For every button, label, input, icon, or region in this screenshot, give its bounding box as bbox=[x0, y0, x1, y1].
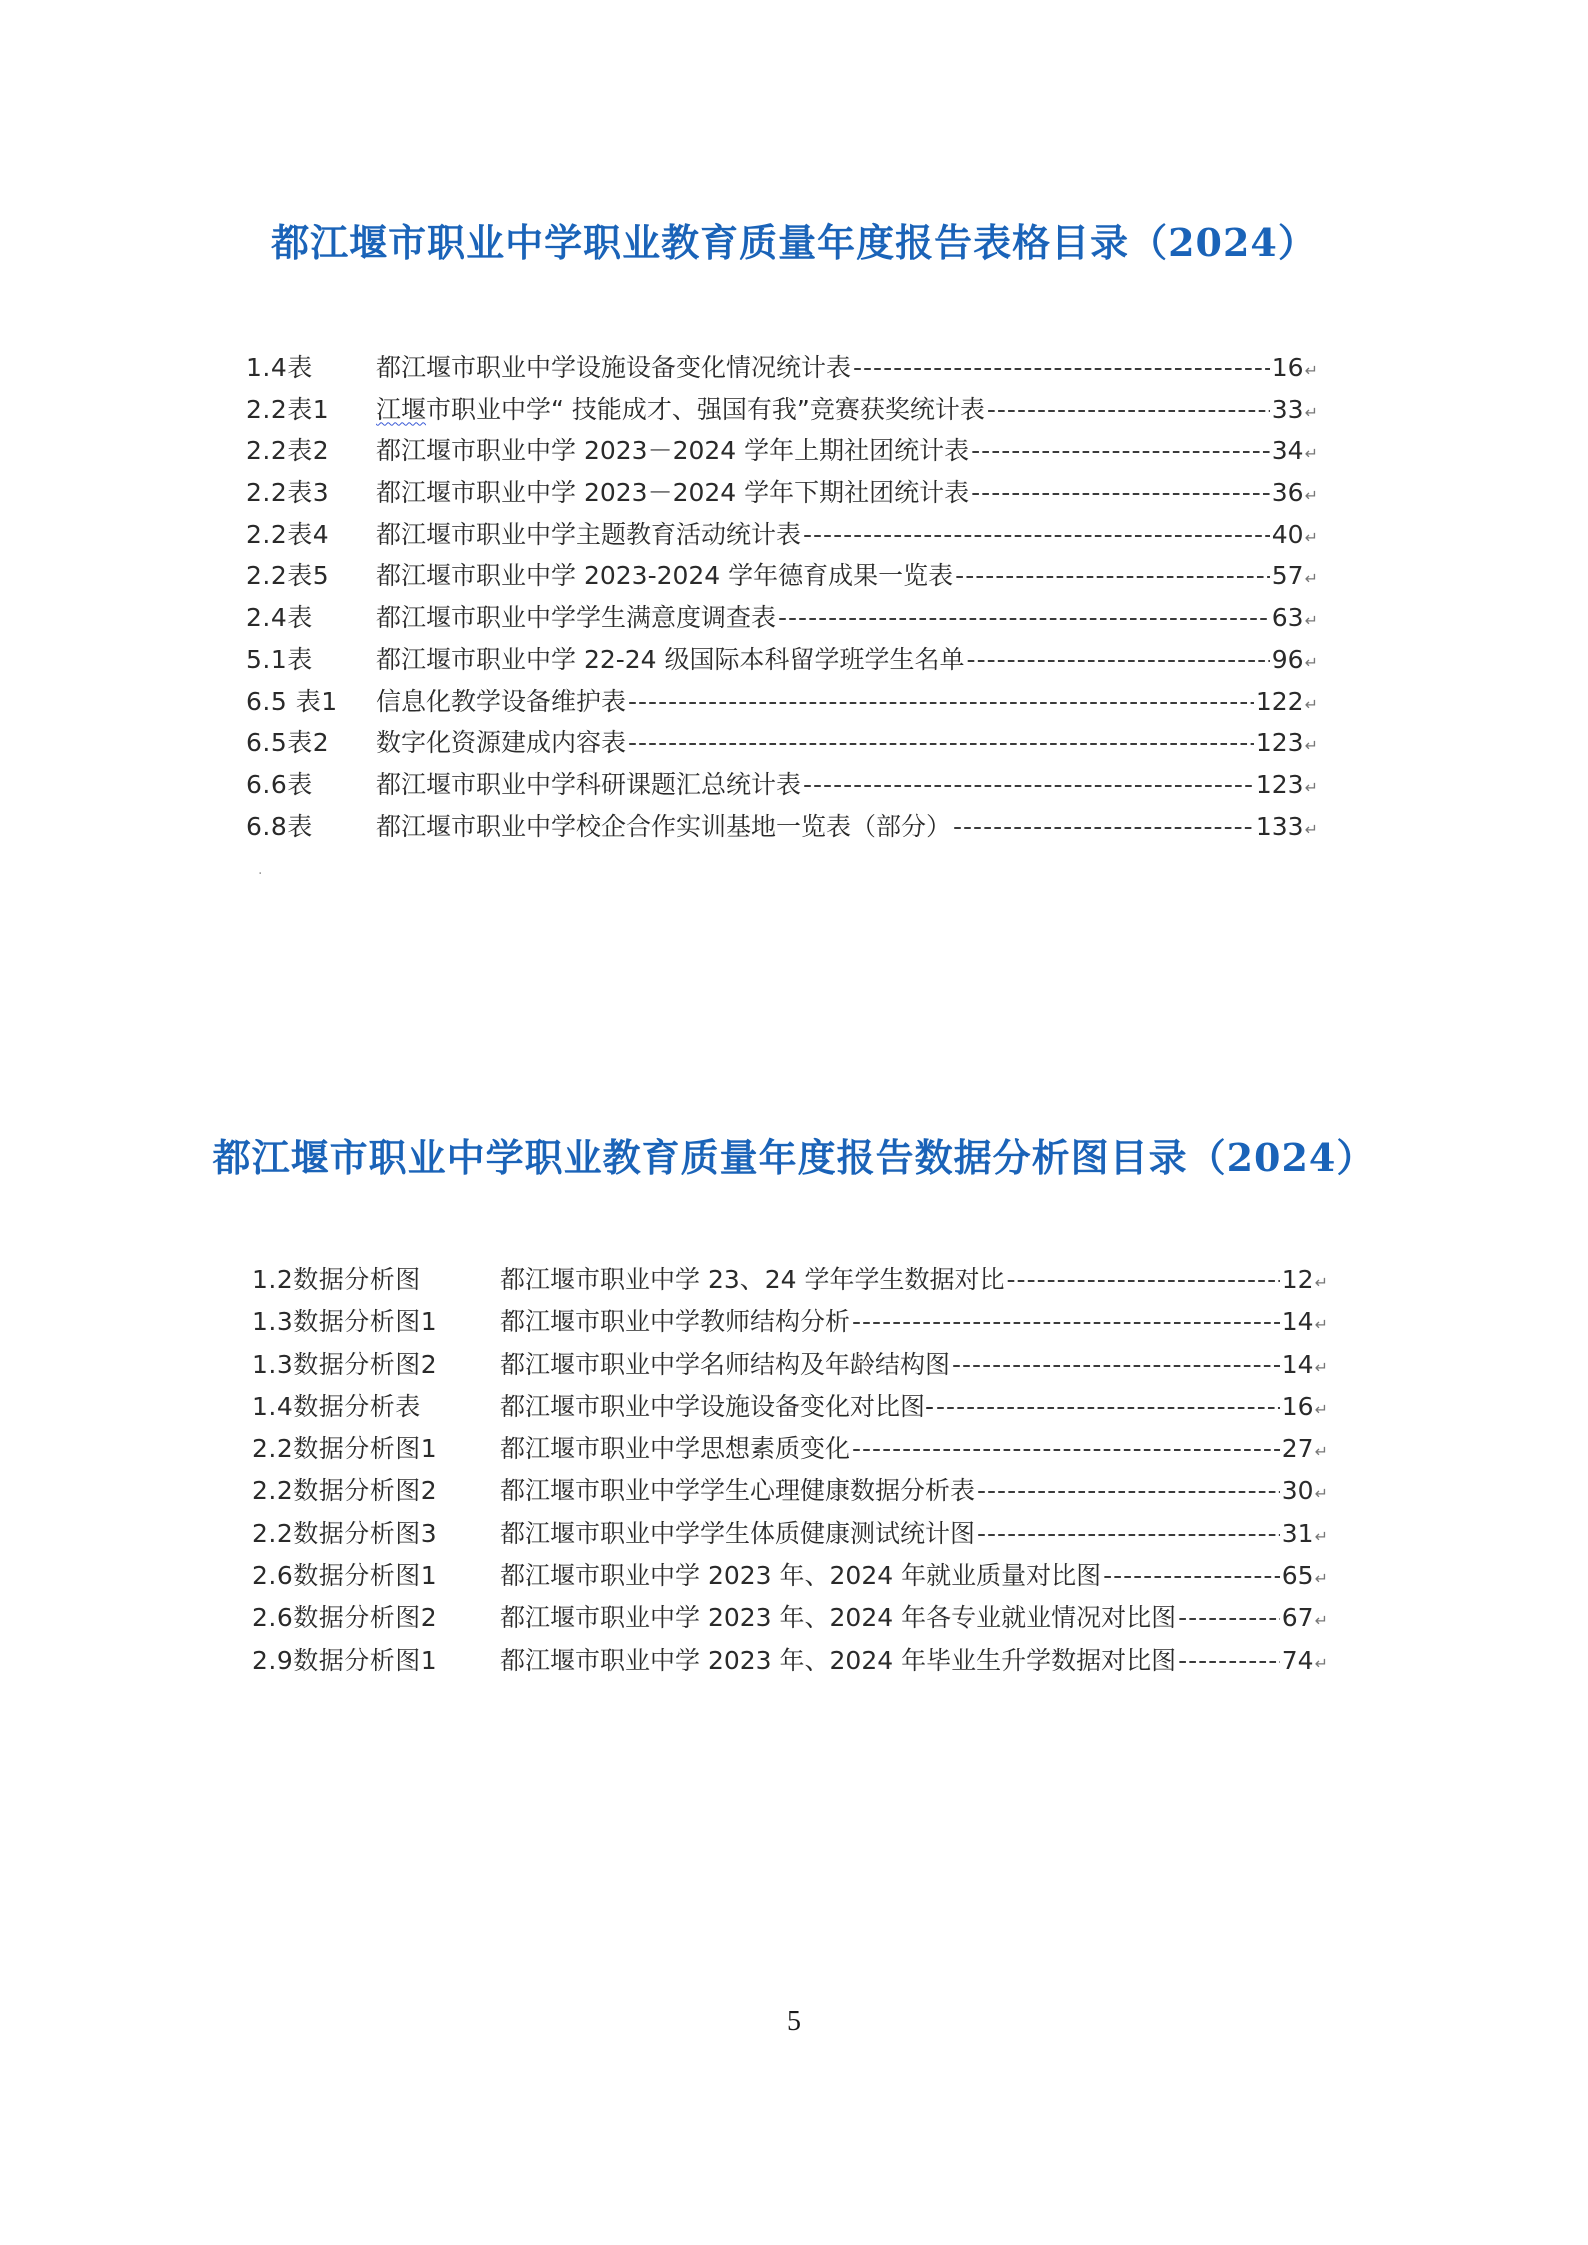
toc-entry-label: 2.2表1 bbox=[246, 394, 330, 424]
toc-entry-title: 都江堰市职业中学科研课题汇总统计表 bbox=[376, 769, 802, 799]
toc-entry[interactable] bbox=[252, 1556, 1328, 1598]
toc-entry-page: 122 bbox=[1255, 686, 1304, 716]
toc-dot-leader bbox=[977, 1476, 1280, 1505]
toc-entry-page: 14 bbox=[1281, 1349, 1314, 1379]
toc-entry-title: 都江堰市职业中学学生满意度调查表 bbox=[376, 603, 777, 633]
toc-entry-title: 都江堰市职业中学设施设备变化情况统计表 bbox=[376, 353, 852, 382]
paragraph-mark-icon: ↵ bbox=[1314, 1526, 1328, 1546]
toc-entry-label: 1.3数据分析图1 bbox=[252, 1307, 438, 1337]
tables-toc-list bbox=[246, 348, 1318, 848]
toc-entry-title: 都江堰市职业中学 2023－2024 学年下期社团统计表 bbox=[376, 478, 970, 508]
toc-entry[interactable] bbox=[246, 598, 1318, 640]
toc-dot-leader bbox=[987, 395, 1270, 424]
toc-entry-title: 都江堰市职业中学 2023 年、2024 年毕业生升学数据对比图 bbox=[500, 1645, 1177, 1675]
toc-dot-leader bbox=[971, 478, 1270, 507]
toc-entry-label: 5.1表 bbox=[246, 644, 313, 674]
toc-dot-leader bbox=[967, 645, 1270, 674]
toc-entry-title: 都江堰市职业中学 22-24 级国际本科留学班学生名单 bbox=[376, 644, 965, 674]
toc-entry-title: 数字化资源建成内容表 bbox=[376, 728, 627, 758]
toc-entry-label: 2.2表3 bbox=[246, 478, 330, 508]
toc-entry-title: 都江堰市职业中学学生体质健康测试统计图 bbox=[500, 1518, 976, 1548]
toc-entry-label: 2.2表2 bbox=[246, 436, 330, 466]
toc-entry-label: 1.3数据分析图2 bbox=[252, 1349, 438, 1379]
toc-dot-leader bbox=[803, 520, 1270, 549]
toc-entry-page: 12 bbox=[1281, 1265, 1314, 1294]
toc-entry-title: 都江堰市职业中学主题教育活动统计表 bbox=[376, 519, 802, 549]
toc-dot-leader bbox=[936, 1392, 1280, 1421]
toc-entry-label: 6.6表 bbox=[246, 769, 313, 799]
toc-entry[interactable] bbox=[252, 1641, 1328, 1683]
toc-entry[interactable] bbox=[246, 682, 1318, 724]
toc-dot-leader bbox=[1103, 1561, 1280, 1590]
toc-entry[interactable] bbox=[252, 1387, 1328, 1429]
toc-entry-title: 都江堰市职业中学设施设备变化对比图- bbox=[500, 1391, 935, 1421]
toc-entry[interactable] bbox=[246, 431, 1318, 473]
toc-dot-leader bbox=[952, 1350, 1280, 1379]
toc-entry[interactable] bbox=[252, 1260, 1328, 1302]
toc-entry[interactable] bbox=[252, 1345, 1328, 1387]
toc-dot-leader bbox=[1178, 1646, 1280, 1675]
toc-entry[interactable] bbox=[252, 1471, 1328, 1513]
toc-entry-page: 96 bbox=[1271, 644, 1304, 674]
paragraph-mark-icon: ↵ bbox=[1304, 736, 1318, 756]
paragraph-mark-icon: ↵ bbox=[1314, 1611, 1328, 1631]
toc-dot-leader bbox=[778, 603, 1270, 632]
toc-entry-page: 67 bbox=[1281, 1603, 1314, 1633]
toc-entry-title: 都江堰市职业中学名师结构及年龄结构图 bbox=[500, 1349, 951, 1379]
toc-entry-label: 2.2数据分析图3 bbox=[252, 1518, 438, 1548]
toc-entry-label: 2.2数据分析图2 bbox=[252, 1476, 438, 1506]
toc-entry-title: 都江堰市职业中学 2023 年、2024 年各专业就业情况对比图 bbox=[500, 1603, 1177, 1633]
toc-entry-label: 2.2表5 bbox=[246, 561, 330, 591]
toc-entry-page: 31 bbox=[1281, 1518, 1314, 1548]
toc-entry-title: 都江堰市职业中学学生心理健康数据分析表 bbox=[500, 1476, 976, 1506]
tables-toc-title: 都江堰市职业中学职业教育质量年度报告表格目录（2024） bbox=[271, 220, 1317, 265]
toc-entry-page: 65 bbox=[1281, 1561, 1314, 1591]
paragraph-mark-icon: ↵ bbox=[1314, 1653, 1328, 1673]
toc-entry-label: 2.6数据分析图2 bbox=[252, 1603, 438, 1633]
toc-entry-title: 都江堰市职业中学 2023 年、2024 年就业质量对比图 bbox=[500, 1561, 1102, 1591]
toc-entry-page: 36 bbox=[1271, 478, 1304, 508]
toc-entry-page: 33 bbox=[1271, 394, 1304, 424]
toc-entry[interactable] bbox=[252, 1302, 1328, 1344]
toc-entry[interactable] bbox=[246, 556, 1318, 598]
toc-dot-leader bbox=[977, 1519, 1280, 1548]
toc-dot-leader bbox=[628, 687, 1254, 716]
toc-dot-leader bbox=[628, 728, 1254, 757]
toc-entry[interactable] bbox=[246, 473, 1318, 515]
paragraph-mark-icon: ↵ bbox=[1304, 361, 1318, 380]
toc-dot-leader bbox=[1178, 1603, 1280, 1632]
toc-entry-page: 27 bbox=[1281, 1434, 1314, 1464]
toc-entry[interactable] bbox=[252, 1598, 1328, 1640]
toc-entry-title: 江堰市职业中学“ 技能成才、强国有我”竞赛获奖统计表 bbox=[376, 394, 985, 424]
toc-entry-title: 都江堰市职业中学思想素质变化 bbox=[500, 1434, 851, 1464]
paragraph-mark-icon: ↵ bbox=[1304, 777, 1318, 797]
toc-entry-label: 2.2数据分析图1 bbox=[252, 1434, 438, 1464]
toc-entry-page: 16 bbox=[1271, 353, 1304, 382]
toc-entry-title: 都江堰市职业中学 23、24 学年学生数据对比 bbox=[500, 1265, 1005, 1294]
paragraph-mark-icon: ↵ bbox=[1314, 1273, 1328, 1292]
paragraph-mark-icon: ↵ bbox=[1304, 444, 1318, 464]
toc-entry-label: 6.5 表1 bbox=[246, 686, 338, 716]
toc-entry-page: 30 bbox=[1281, 1476, 1314, 1506]
paragraph-mark-icon: ↵ bbox=[1314, 1399, 1328, 1419]
toc-entry[interactable] bbox=[252, 1429, 1328, 1471]
toc-entry-page: 123 bbox=[1255, 769, 1304, 799]
toc-dot-leader bbox=[971, 436, 1270, 465]
toc-dot-leader bbox=[803, 770, 1254, 799]
toc-entry-label: 2.4表 bbox=[246, 603, 313, 633]
toc-entry-page: 74 bbox=[1281, 1645, 1314, 1675]
paragraph-mark-icon: ↵ bbox=[1304, 569, 1318, 589]
toc-entry-page: 14 bbox=[1281, 1307, 1314, 1337]
toc-entry[interactable] bbox=[246, 390, 1318, 432]
toc-dot-leader bbox=[1007, 1265, 1280, 1294]
paragraph-mark-icon: ↵ bbox=[1314, 1484, 1328, 1504]
toc-entry-page: 133 bbox=[1255, 811, 1304, 841]
toc-entry-title: 信息化教学设备维护表 bbox=[376, 686, 627, 716]
toc-entry-label: 6.5表2 bbox=[246, 728, 330, 758]
paragraph-mark-icon: ↵ bbox=[1314, 1315, 1328, 1335]
toc-entry[interactable] bbox=[246, 723, 1318, 765]
toc-entry-label: 6.8表 bbox=[246, 811, 313, 841]
toc-entry-title: 都江堰市职业中学 2023－2024 学年上期社团统计表 bbox=[376, 436, 970, 466]
toc-entry[interactable] bbox=[246, 807, 1318, 849]
toc-entry-label: 1.4表 bbox=[246, 353, 313, 382]
toc-entry[interactable] bbox=[246, 515, 1318, 557]
toc-entry-title: 都江堰市职业中学校企合作实训基地一览表（部分） bbox=[376, 811, 952, 841]
toc-entry-page: 123 bbox=[1255, 728, 1304, 758]
stray-mark: · bbox=[258, 866, 263, 882]
paragraph-mark-icon: ↵ bbox=[1314, 1569, 1328, 1589]
toc-entry-label: 2.9数据分析图1 bbox=[252, 1645, 438, 1675]
toc-entry-title: 都江堰市职业中学 2023-2024 学年德育成果一览表 bbox=[376, 561, 954, 591]
toc-entry[interactable] bbox=[246, 640, 1318, 682]
paragraph-mark-icon: ↵ bbox=[1304, 611, 1318, 631]
toc-dot-leader bbox=[852, 1434, 1280, 1463]
toc-entry[interactable] bbox=[252, 1514, 1328, 1556]
paragraph-mark-icon: ↵ bbox=[1304, 819, 1318, 839]
toc-entry[interactable] bbox=[246, 765, 1318, 807]
toc-entry-title: 都江堰市职业中学教师结构分析 bbox=[500, 1307, 851, 1337]
toc-entry-page: 40 bbox=[1271, 519, 1304, 549]
charts-toc-list bbox=[252, 1260, 1328, 1683]
paragraph-mark-icon: ↵ bbox=[1304, 527, 1318, 547]
toc-entry-label: 2.6数据分析图1 bbox=[252, 1561, 438, 1591]
toc-entry-label: 2.2表4 bbox=[246, 519, 330, 549]
toc-entry-page: 57 bbox=[1271, 561, 1304, 591]
paragraph-mark-icon: ↵ bbox=[1304, 652, 1318, 672]
toc-entry-page: 34 bbox=[1271, 436, 1304, 466]
paragraph-mark-icon: ↵ bbox=[1304, 486, 1318, 506]
charts-toc-title: 都江堰市职业中学职业教育质量年度报告数据分析图目录（2024） bbox=[212, 1135, 1376, 1180]
toc-entry-label: 1.2数据分析图 bbox=[252, 1265, 421, 1294]
toc-entry-page: 16 bbox=[1281, 1391, 1314, 1421]
paragraph-mark-icon: ↵ bbox=[1314, 1357, 1328, 1377]
toc-entry[interactable] bbox=[246, 348, 1318, 390]
toc-dot-leader bbox=[853, 353, 1270, 382]
toc-dot-leader bbox=[852, 1307, 1280, 1336]
toc-entry-page: 63 bbox=[1271, 603, 1304, 633]
page-number: 5 bbox=[787, 2006, 801, 2037]
toc-dot-leader bbox=[953, 812, 1254, 841]
paragraph-mark-icon: ↵ bbox=[1304, 694, 1318, 714]
paragraph-mark-icon: ↵ bbox=[1314, 1442, 1328, 1462]
toc-entry-label: 1.4数据分析表 bbox=[252, 1391, 421, 1421]
paragraph-mark-icon: ↵ bbox=[1304, 402, 1318, 422]
toc-dot-leader bbox=[955, 561, 1270, 590]
